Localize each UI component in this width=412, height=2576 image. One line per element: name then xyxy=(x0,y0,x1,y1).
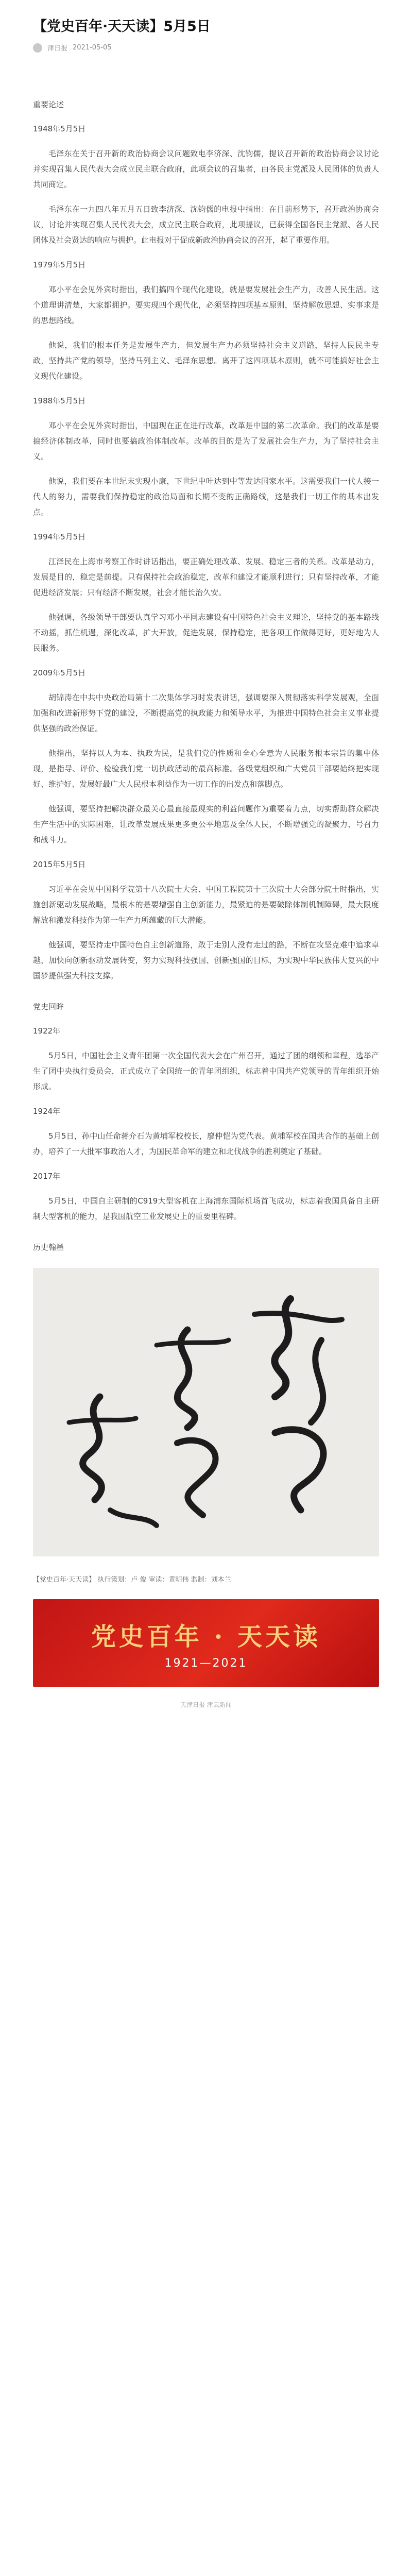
section-paragraph: 他强调，各级领导干部要认真学习邓小平同志建设有中国特色社会主义理论，坚持党的基本路线不动摇，抓住机遇，深化改革，扩大开放，促进发展，保持稳定，把各项工作做得更好，更好地为人民服务。 xyxy=(33,613,379,653)
calligraphy-image xyxy=(33,1268,379,1556)
section-paragraph: 习近平在会见中国科学院第十八次院士大会、中国工程院第十三次院士大会部分院士时指出，实施创新驱动发展战略，最根本的是要增强自主创新能力，最紧迫的是要破除体制机制障碍，最大限度解放和激发科技作为第一生产力所蕴藏的巨大潜能。 xyxy=(33,885,379,925)
banner-years: 1921—2021 xyxy=(164,1657,248,1670)
section-year: 1948年5月5日 xyxy=(33,124,86,134)
source-avatar-icon xyxy=(33,43,42,53)
section-year: 2009年5月5日 xyxy=(33,668,86,678)
section-paragraph: 毛泽东在一九四八年五月五日致李济深、沈钧儒的电报中指出：在目前形势下，召开政治协商会议，讨论并实现召集人民代表大会，成立民主联合政府，此项提议，已获得全国各民主党派、各人民团体及社会贤达的响应与拥护。此电报对于促成新政治协商会议的召开，起了重要作用。 xyxy=(33,205,379,245)
section-paragraph: 江泽民在上海市考察工作时讲话指出，要正确处理改革、发展、稳定三者的关系。改革是动力，发展是目的，稳定是前提。只有保持社会政治稳定，改革和建设才能顺利进行；只有坚持改革，才能促进经济发展；只有经济不断发展，社会才能长治久安。 xyxy=(33,557,379,598)
event-year: 1924年 xyxy=(33,1107,61,1116)
calligraphy-strokes-icon xyxy=(33,1268,379,1556)
section-paragraph: 他说，我们要在本世纪末实现小康，下世纪中叶达到中等发达国家水平。这需要我们一代人接一代人的努力，需要我们保持稳定的政治局面和长期不变的正确路线，这是我们一切工作的基本出发点。 xyxy=(33,477,379,517)
article-date: 2021-05-05 xyxy=(73,44,112,52)
sections-list xyxy=(33,121,379,984)
section-paragraph: 邓小平在会见外宾时指出，中国现在正在进行改革，改革是中国的第二次革命。我们的改革是要搞经济体制改革，同时也要搞政治体制改革。改革的目的是为了发展社会生产力，为了坚持社会主义。 xyxy=(33,421,379,462)
section-paragraph: 他说，我们的根本任务是发展生产力，但发展生产力必须坚持社会主义道路，坚持人民民主专政，坚持共产党的领导，坚持马列主义、毛泽东思想。离开了这四项基本原则，就不可能搞好社会主义现代化建设。 xyxy=(33,341,379,381)
section-paragraph: 他强调，要坚持把解决群众最关心最直接最现实的利益问题作为重要着力点，切实帮助群众解决生产生活中的实际困难，让改革发展成果更多更公平地惠及全体人民，不断增强党的凝聚力、号召力和战斗力。 xyxy=(33,804,379,845)
events-list xyxy=(33,1023,379,1224)
series-banner xyxy=(33,1599,379,1687)
article-body xyxy=(0,53,412,1709)
article-credits: 【党史百年·天天读】 执行策划：卢 俊 审读：黄明伟 监制：刘本兰 xyxy=(33,1576,231,1584)
article-header xyxy=(0,0,412,53)
article-meta xyxy=(33,43,379,53)
section-year: 1988年5月5日 xyxy=(33,396,86,406)
section-year: 2015年5月5日 xyxy=(33,860,86,870)
section-paragraph: 毛泽东在关于召开新的政治协商会议问题致电李济深、沈钧儒，提议召开新的政治协商会议讨论并实现召集人民代表大会成立民主联合政府，此项会议的召集者，由各民主党派及人民团体的负责人共同商定。 xyxy=(33,149,379,190)
article-source[interactable]: 津日报 xyxy=(47,45,68,53)
section-heading: 重要论述 xyxy=(33,100,64,110)
calligraphy-heading: 历史翰墨 xyxy=(33,1243,64,1252)
section-year: 1994年5月5日 xyxy=(33,532,86,542)
event-paragraph: 5月5日，中国自主研制的C919大型客机在上海浦东国际机场首飞成功，标志着我国具备自主研制大型客机的能力，是我国航空工业发展史上的重要里程碑。 xyxy=(33,1196,379,1222)
section-paragraph: 胡锦涛在中共中央政治局第十二次集体学习时发表讲话，强调要深入贯彻落实科学发展观，全面加强和改进新形势下党的建设，不断提高党的执政能力和领导水平，为推进中国特色社会主义事业提供坚强的政治保证。 xyxy=(33,693,379,734)
banner-title: 党史百年 · 天天读 xyxy=(91,1622,321,1652)
section-paragraph: 他强调，要坚持走中国特色自主创新道路，敢于走别人没有走过的路，不断在攻坚克难中追求卓越，加快向创新驱动发展转变，努力实现科技强国、创新强国的目标，为实现中华民族伟大复兴的中国梦提供强大科技支撑。 xyxy=(33,940,379,981)
footer-note: 天津日报 津云新闻 xyxy=(180,1701,232,1709)
section-paragraph: 他指出，坚持以人为本、执政为民，是我们党的性质和全心全意为人民服务根本宗旨的集中体现，是指导、评价、检验我们党一切执政活动的最高标准。各级党组织和广大党员干部要始终把实现好、维护好、发展好最广大人民根本利益作为一切工作的出发点和落脚点。 xyxy=(33,749,379,789)
section-paragraph: 邓小平在会见外宾时指出，我们搞四个现代化建设，就是要发展社会生产力，改善人民生活。这个道理讲清楚，大家都拥护。要实现四个现代化，必须坚持四项基本原则，坚持解放思想、实事求是的思想路线。 xyxy=(33,285,379,326)
event-paragraph: 5月5日，孙中山任命蒋介石为黄埔军校校长，廖仲恺为党代表。黄埔军校在国共合作的基础上创办，培养了一大批军事政治人才，为国民革命军的建立和北伐战争的胜利奠定了基础。 xyxy=(33,1131,379,1157)
article-title: 【党史百年·天天读】5月5日 xyxy=(33,19,211,35)
event-year: 2017年 xyxy=(33,1172,61,1181)
events-heading: 党史回眸 xyxy=(33,1002,64,1012)
event-year: 1922年 xyxy=(33,1026,61,1036)
event-paragraph: 5月5日，中国社会主义青年团第一次全国代表大会在广州召开，通过了团的纲领和章程，选举产生了团中央执行委员会，正式成立了全国统一的青年团组织，标志着中国共产党领导的青年组织开始形成。 xyxy=(33,1051,379,1092)
section-year: 1979年5月5日 xyxy=(33,260,86,270)
